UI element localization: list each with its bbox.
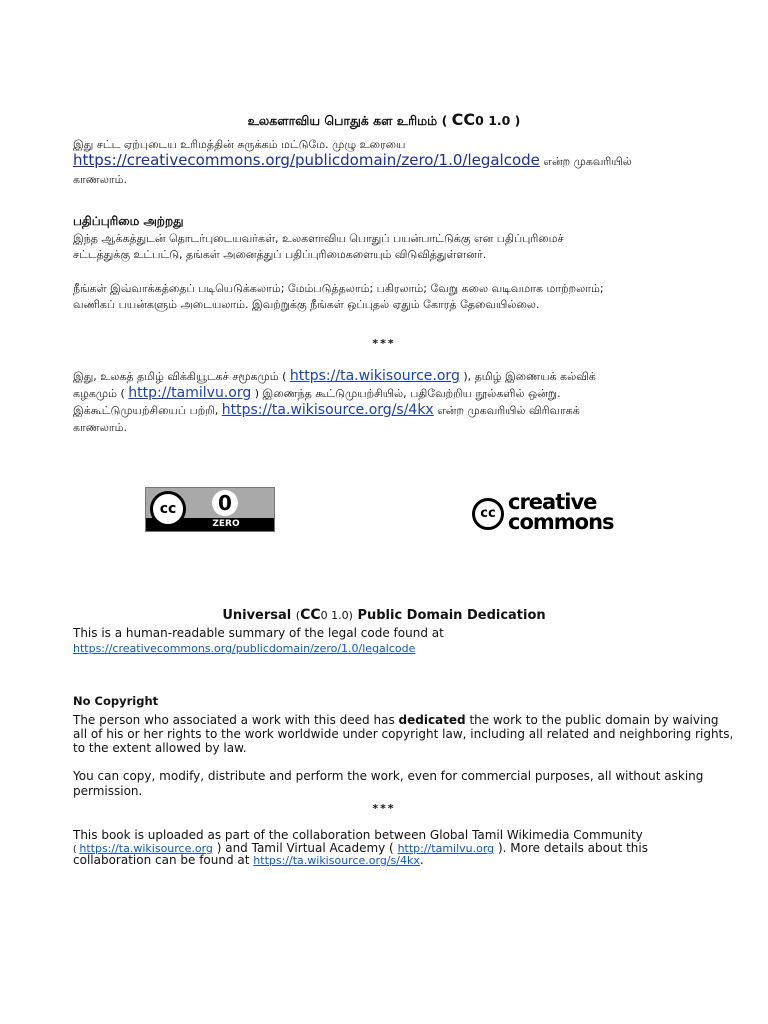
tamil-collab-l2-a: கழகமும் (: [73, 387, 129, 400]
tamil-intro-line3: காணலாம்.: [73, 173, 128, 186]
english-p2-line2: permission.: [73, 784, 143, 798]
tamil-copyright-heading: பதிப்புரிமை அற்றது: [73, 214, 184, 228]
english-p1-l1-b: the work to the public domain by waiving: [465, 713, 719, 727]
english-title-cc: CC: [300, 607, 321, 623]
tamil-title-cc: CC: [451, 110, 476, 129]
english-title-paren: (: [295, 609, 301, 622]
wikisource-link-tamil[interactable]: https://ta.wikisource.org: [289, 368, 460, 384]
english-p1-bold: dedicated: [398, 713, 466, 727]
english-title-b: Public Domain Dedication: [352, 608, 546, 623]
tamilvu-link-english[interactable]: http://tamilvu.org: [397, 842, 495, 855]
english-collab-l2-a: (: [73, 845, 80, 855]
english-summary-line1: This is a human-readable summary of the legal code found at: [73, 626, 444, 640]
tamilvu-link-tamil[interactable]: http://tamilvu.org: [128, 385, 252, 401]
english-collab-l2-b: ) and Tamil Virtual Academy (: [212, 841, 398, 855]
english-no-copyright-heading: No Copyright: [73, 694, 159, 708]
english-collab-l2-c: ). More details about this: [494, 841, 648, 855]
english-title: [0, 607, 768, 623]
cc-icon: cc: [150, 491, 186, 527]
tamil-collab-line4: காணலாம்.: [73, 421, 128, 434]
wikisource-link-english[interactable]: https://ta.wikisource.org: [79, 842, 213, 855]
tamil-collab-l1-a: இது, உலகத் தமிழ் விக்கியூடகச் சமூகமும் (: [73, 370, 290, 383]
tamil-collab-line2: [73, 385, 561, 402]
english-collab-l3-a: collaboration can be found at: [73, 853, 254, 867]
tamil-collab-l3-a: இக்கூட்டுமுயற்சியைப் பற்றி,: [73, 404, 222, 417]
tamil-collab-line3: [73, 402, 580, 419]
tamil-intro-after-link: என்ற முகவரியில்: [539, 155, 632, 168]
tamil-collab-l2-b: ) இணைந்த கூட்டுமுயற்சியில், பதிவேற்றிய நூல்களில் ஒன்று.: [251, 387, 561, 400]
tamil-para1-line2: சட்டத்துக்கு உட்பட்டு, தங்கள் அனைத்துப் பதிப்புரிமைகளையும் விடுவித்துள்ளனர்.: [73, 248, 487, 261]
tamil-para1-line1: இந்த ஆக்கத்துடன் தொடர்புடையவர்கள், உலகளாவிய பொதுப் பயன்பாட்டுக்கு என பதிப்புரிமைச்: [73, 232, 564, 245]
english-p2-line1: You can copy, modify, distribute and perform the work, even for commercial purposes, all without asking: [73, 769, 704, 783]
english-title-a: Universal: [222, 608, 296, 623]
zero-icon: 0: [212, 490, 238, 516]
cc-logo-word-commons: commons: [508, 510, 614, 534]
tamil-collab-l1-b: ), தமிழ் இணையக் கல்விக்: [459, 370, 596, 383]
english-summary-line2: [73, 641, 415, 657]
tamil-intro-line1: இது சட்ட ஏற்புடைய உரிமத்தின் சுருக்கம் மட்டுமே. முழு உரையை: [73, 138, 406, 151]
tamil-title-text: உலகளாவிய பொதுக் கள உரிமம் (: [247, 113, 448, 128]
legalcode-link-tamil[interactable]: https://creativecommons.org/publicdomain/zero/1.0/legalcode: [73, 151, 540, 169]
tamil-collab-l3-b: என்ற முகவரியில் விரிவாகக்: [433, 404, 580, 417]
tamil-para2-line1: நீங்கள் இவ்வாக்கத்தைப் படியெடுக்கலாம்; மேம்படுத்தலாம்; பகிரலாம்; வேறு கலை வடிவமாக மாற்றலாம்;: [73, 282, 604, 295]
english-collab-l3-b: .: [419, 853, 424, 867]
tamil-title-version: 0 1.0 ): [475, 113, 521, 128]
english-separator-stars: ***: [372, 802, 396, 815]
english-p1-l1-a: The person who associated a work with this deed has: [73, 713, 399, 727]
zero-label: ZERO: [212, 519, 240, 529]
cc0-badge: [145, 487, 275, 532]
tamil-para2-line2: வணிகப் பயன்களும் அடையலாம். இவற்றுக்கு நீங்கள் ஒப்புதல் ஏதும் கோரத் தேவையில்லை.: [73, 298, 540, 311]
tamil-intro-line2: [73, 152, 632, 170]
cc-logo-wordmark: [508, 492, 668, 532]
english-collab-line3: [73, 853, 424, 869]
tamil-separator-stars: ***: [372, 337, 396, 350]
english-p1-line1: [73, 713, 719, 728]
english-p1-line2: all of his or her rights to the work worldwide under copyright law, including all related and neighboring rights,: [73, 727, 734, 741]
wikisource-short-link-tamil[interactable]: https://ta.wikisource.org/s/4kx: [221, 402, 434, 418]
tamil-title: [0, 110, 768, 130]
tamil-collab-line1: [73, 368, 596, 385]
legalcode-link-english[interactable]: https://creativecommons.org/publicdomain/zero/1.0/legalcode: [73, 642, 416, 655]
english-collab-line1: This book is uploaded as part of the collaboration between Global Tamil Wikimedia Community: [73, 828, 643, 842]
cc-logo-icon: cc: [472, 498, 504, 530]
wikisource-short-link-english[interactable]: https://ta.wikisource.org/s/4kx: [253, 854, 420, 867]
english-title-version: 0 1.0): [320, 609, 353, 622]
english-p1-line3: to the extent allowed by law.: [73, 741, 247, 755]
cc-logo-word-creative: creative: [508, 490, 597, 514]
